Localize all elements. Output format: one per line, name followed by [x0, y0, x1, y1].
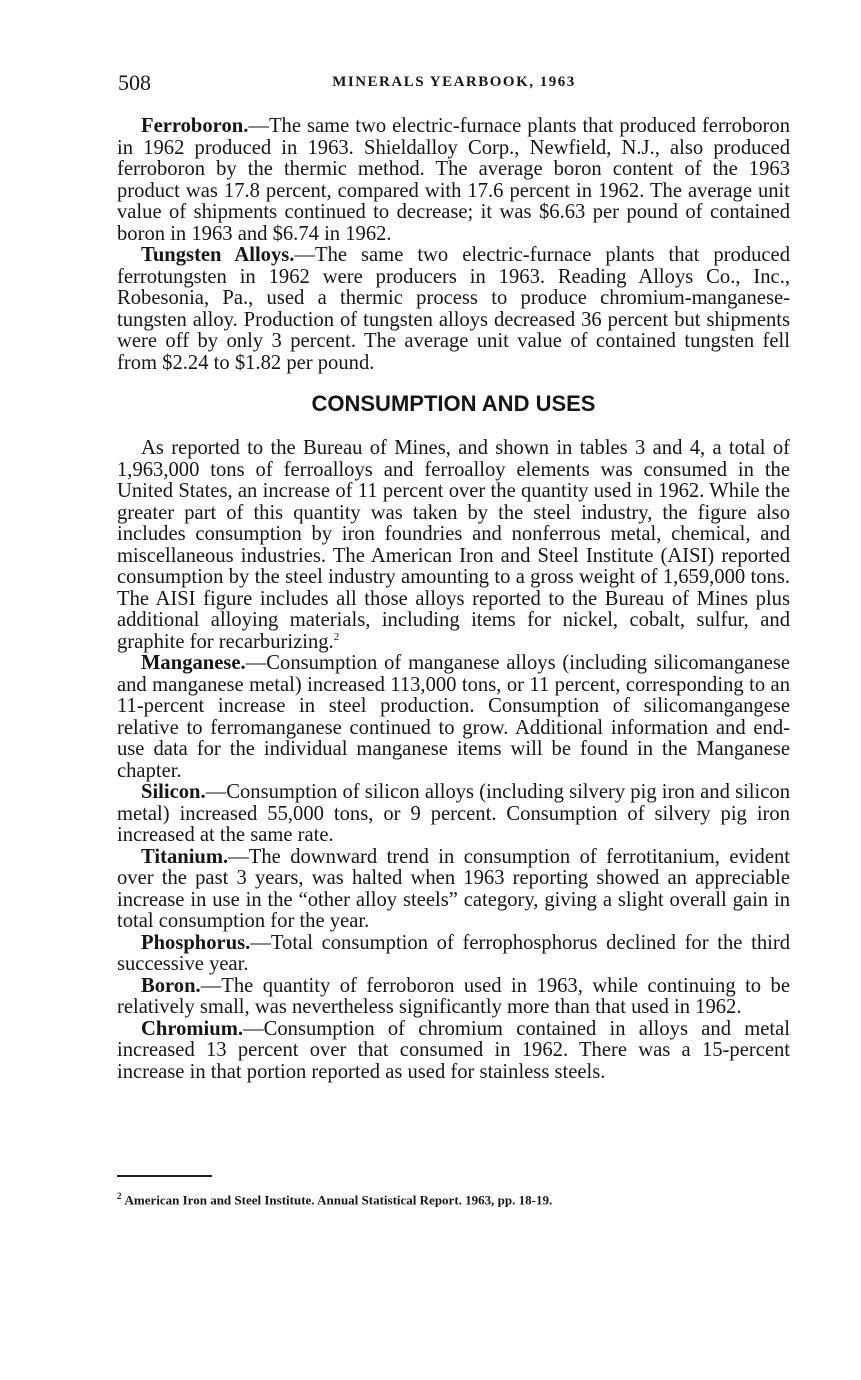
running-head [118, 70, 790, 100]
paragraph-title: Phosphorus. [141, 931, 251, 954]
paragraph-title: Boron. [141, 974, 201, 997]
footnote-text: American Iron and Steel Institute. Annual Statistical Report. 1963, pp. 18-19. [124, 1192, 553, 1208]
footnote-mark: 2 [117, 1191, 122, 1201]
paragraph-text: —Total consumption of ferrophosphorus declined for the third successive year. [117, 931, 790, 975]
paragraph-chromium [117, 1019, 790, 1084]
running-title: MINERALS YEARBOOK, 1963 [332, 74, 576, 90]
paragraph-title: Titanium. [141, 845, 229, 868]
paragraph-consumption-intro [117, 438, 790, 653]
paragraph-title: Chromium. [141, 1017, 244, 1040]
paragraph-manganese [117, 653, 790, 782]
paragraph-title: Silicon. [141, 781, 206, 803]
paragraph-text: —The quantity of ferroboron used in 1963, while continuing to be relatively small, was nevertheless significantly more than that used in 1962. [117, 974, 790, 1018]
paragraph-title: Tungsten Alloys. [141, 244, 295, 266]
paragraph-text: —Consumption of chromium contained in alloys and metal increased 13 percent over that consumed in 1962. There was a 15-percent increase in that portion reported as used for stainless steels. [117, 1017, 790, 1083]
paragraph-titanium [117, 847, 790, 933]
paragraph-text: —The same two electric-furnace plants that produced ferrotungsten in 1962 were producers in 1963. Reading Alloys Co., Inc., Robesonia, Pa., used a thermic process to produce chromium-manganese-tungsten alloy. Production of tungsten alloys decreased 36 percent but shipments were off by only 3 percent. The average unit value of contained tungsten fell from $2.24 to $1.82 per pound. [117, 244, 790, 374]
footnote [117, 1188, 789, 1208]
paragraph-text: —Consumption of manganese alloys (including silicomanganese and manganese metal) increased 113,000 tons, or 11 percent, corresponding to an 11-percent increase in steel production. Consumption of silicomangangese relative to ferromanganese continued to grow. Additional information and end-use data for the individual manganese items will be found in the Manganese chapter. [117, 652, 790, 782]
body-text [117, 116, 790, 1083]
footnote-divider [117, 1175, 212, 1177]
paragraph-boron [117, 976, 790, 1019]
paragraph-tungsten-alloys [117, 245, 790, 374]
paragraph-text: —Consumption of silicon alloys (including silvery pig iron and silicon metal) increased 55,000 tons, or 9 percent. Consumption of silvery pig iron increased at the same rate. [117, 781, 790, 846]
paragraph-ferroboron [117, 116, 790, 245]
paragraph-text: As reported to the Bureau of Mines, and shown in tables 3 and 4, a total of 1,963,000 tons of ferroalloys and ferroalloy elements was consumed in the United States, an increase of 11 percent over the quantity used in 1962. While the greater part of this quantity was taken by the steel industry, the figure also includes consumption by iron foundries and nonferrous metal, chemical, and miscellaneous industries. The American Iron and Steel Institute (AISI) reported consumption by the steel industry amounting to a gross weight of 1,659,000 tons. The AISI figure includes all those alloys reported to the Bureau of Mines plus additional alloying materials, including items for nickel, cobalt, sulfur, and graphite for recarburizing. [117, 437, 790, 653]
page-number: 508 [118, 70, 151, 95]
paragraph-text: —The same two electric-furnace plants that produced ferroboron in 1962 produced in 1963. Shieldalloy Corp., Newfield, N.J., also produced ferroboron by the thermic method. The average boron content of the 1963 product was 17.8 percent, compared with 17.6 percent in 1962. The average unit value of shipments continued to decrease; it was $6.63 per pound of contained boron in 1963 and $6.74 in 1962. [117, 115, 790, 245]
paragraph-phosphorus [117, 933, 790, 976]
paragraph-silicon [117, 782, 790, 847]
footnote-reference: 2 [333, 630, 340, 643]
paragraph-title: Ferroboron. [141, 115, 249, 137]
section-heading: CONSUMPTION AND USES [311, 391, 596, 416]
paragraph-title: Manganese. [141, 652, 246, 674]
paragraph-text: —The downward trend in consumption of ferrotitanium, evident over the past 3 years, was halted when 1963 reporting showed an appreciable increase in use in the “other alloy steels” category, giving a slight overall gain in total consumption for the year. [117, 845, 790, 932]
